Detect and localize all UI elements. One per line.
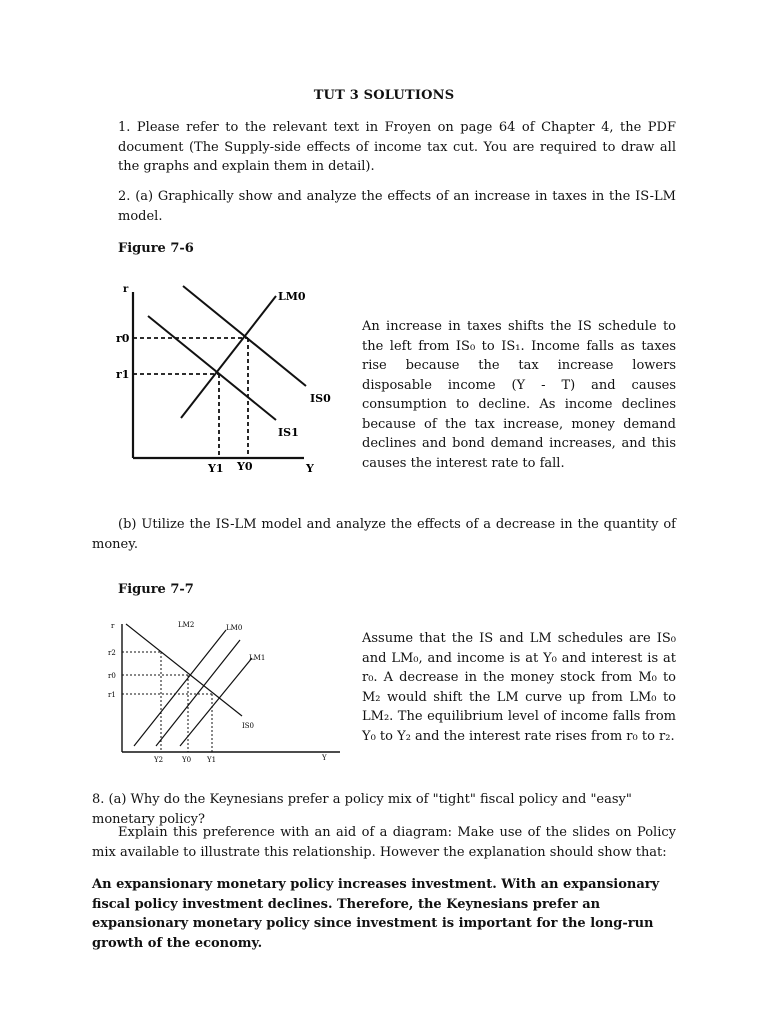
fig1-is1-label: IS1: [278, 426, 299, 439]
fig2-is0-curve: [126, 624, 242, 716]
fig1-y-label: Y: [306, 462, 314, 475]
fig2-y1-label: Y1: [207, 756, 217, 764]
fig1-r1-label: r1: [116, 368, 130, 381]
question-8a: 8. (a) Why do the Keynesians prefer a policy mix of "tight" fiscal policy and "easy" monetary policy?: [92, 792, 632, 827]
fig2-is0-label: IS0: [242, 722, 255, 730]
fig2-r-label: r: [111, 622, 115, 630]
conclusion-statement: An expansionary monetary policy increases investment. With an expansionary fiscal policy investment declines. Therefore, the Keynesians prefer an expansionary monetary policy since investment is important for the long-run growth of the economy.: [92, 877, 660, 951]
question-2b: (b) Utilize the IS-LM model and analyze the effects of a decrease in the quantity of money.: [92, 517, 676, 552]
fig1-y0-label: Y0: [237, 460, 253, 473]
question-2a: 2. (a) Graphically show and analyze the effects of an increase in taxes in the IS-LM model.: [118, 189, 676, 224]
fig2-lm0-curve: [156, 640, 240, 746]
fig1-lm0-curve: [181, 296, 276, 418]
fig2-lm0-label: LM0: [226, 624, 243, 632]
fig1-is0-label: IS0: [310, 392, 331, 405]
figure-7-7-label: Figure 7-7: [118, 582, 194, 597]
fig2-y2-label: Y2: [154, 756, 164, 764]
figure-7-7-diagram: [102, 612, 352, 768]
fig1-r-label: r: [123, 284, 129, 295]
figure-7-6-diagram: [108, 278, 340, 478]
fig2-y-label: Y: [322, 754, 327, 762]
figure-7-6-explanation: An increase in taxes shifts the IS schedule to the left from IS₀ to IS₁. Income falls as taxes rise because the tax increase lowers disposable income (Y - T) and causes consumption to decline. As income declines because of the tax increase, money demand declines and bond demand increases, and this causes the interest rate to fall.: [362, 319, 676, 471]
question-1: 1. Please refer to the relevant text in Froyen on page 64 of Chapter 4, the PDF document (The Supply-side effects of income tax cut. You are required to draw all the graphs and explain them in detail).: [118, 120, 676, 174]
figure-7-6-label: Figure 7-6: [118, 241, 194, 256]
figure-7-7-explanation: Assume that the IS and LM schedules are IS₀ and LM₀, and income is at Y₀ and interest is at r₀. A decrease in the money stock from M₀ to M₂ would shift the LM curve up from LM₀ to LM₂. The equilibrium level of income falls from Y₀ to Y₂ and the interest rate rises from r₀ to r₂.: [362, 631, 676, 744]
fig2-lm2-curve: [134, 630, 226, 746]
fig1-y1-label: Y1: [208, 462, 224, 475]
fig1-is1-curve: [148, 316, 276, 420]
fig2-lm1-label: LM1: [249, 654, 266, 662]
page-title: TUT 3 SOLUTIONS: [313, 88, 455, 103]
question-8b: Explain this preference with an aid of a diagram: Make use of the slides on Policy mix available to illustrate this relationship. However the explanation should show that:: [92, 825, 676, 860]
fig1-r0-label: r0: [116, 332, 130, 345]
fig2-r2-label: r2: [108, 649, 116, 657]
fig1-lm0-label: LM0: [278, 290, 306, 303]
fig2-r1-label: r1: [108, 691, 116, 699]
fig2-lm2-label: LM2: [178, 621, 195, 629]
fig2-r0-label: r0: [108, 672, 116, 680]
fig2-y0-label: Y0: [182, 756, 192, 764]
